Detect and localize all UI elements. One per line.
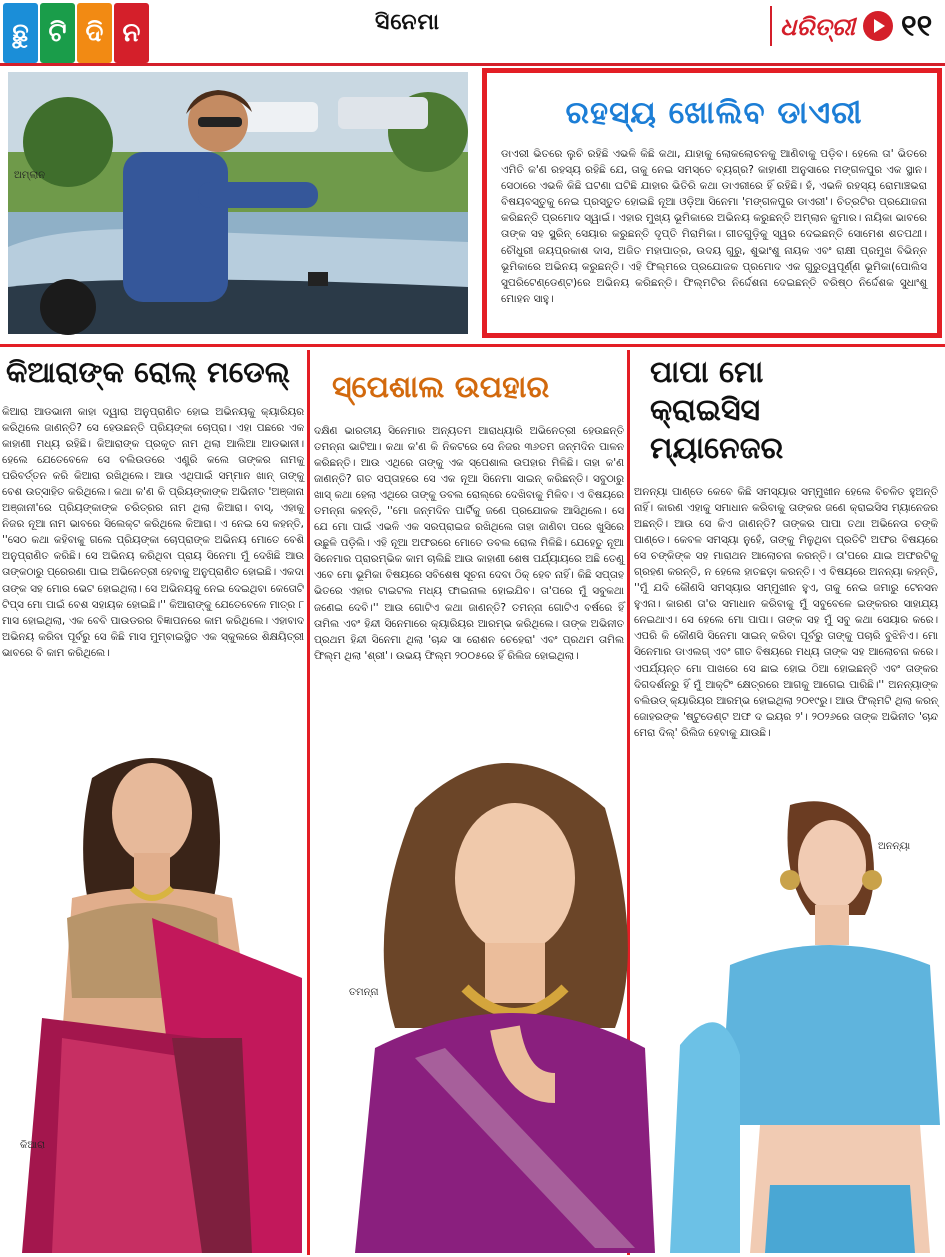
- logo-letter: ଦି: [77, 3, 112, 63]
- top-story-photo: [8, 72, 468, 334]
- headline-line: କ୍ରାଇସିସ: [650, 393, 761, 428]
- headline-line: ପାପା ମୋ: [650, 355, 764, 390]
- photo-caption: ତମନ୍ନା: [349, 987, 379, 998]
- top-story-box: [482, 68, 942, 338]
- ananya-photo: [660, 795, 942, 1253]
- page-number: ୧୧: [900, 8, 933, 44]
- story-tamannaah: [314, 352, 624, 664]
- tamannaah-illustration: [355, 728, 655, 1253]
- tamannaah-photo: [349, 728, 655, 1253]
- horizontal-divider: [0, 344, 945, 347]
- story-headline: କିଆରାଙ୍କ ରୋଲ୍ ମଡେଲ୍: [6, 355, 290, 389]
- brand-divider: [770, 6, 772, 46]
- story-ananya: [634, 352, 938, 741]
- headline-line: ମ୍ୟାନେଜର: [650, 431, 784, 466]
- logo-letter: ନ: [114, 3, 149, 63]
- brand: [770, 6, 932, 46]
- story-body: କିଆରା ଆଡଭାନୀ କାହା ଦ୍ୱାରା ଅନୁପ୍ରାଣିତ ହୋଇ ଅଭିନୟକୁ କ୍ୟାରିୟର କରିଥିଲେ ଜାଣନ୍ତି? ସେ ହେଉଛନ୍ତି ପ୍ରିୟଙ୍କା ଚୋପ୍ରା। ଏହା ପଛରେ ଏକ କାହାଣୀ ମଧ୍ୟ ରହିଛି। କିଆରାଙ୍କ ପ୍ରକୃତ ନାମ ଥିଲା ଆଲିଆ ଆଡଭାନୀ। ହେଲେ ଯେତେବେଳେ ସେ ବଲିଉଡରେ ଏଣ୍ଟ୍ରି କଲେ ତାଙ୍କର ନାମକୁ ପରିବର୍ତ୍ତନ କରି କିଆରା ରଖିଥିଲେ। ଆଉ ଏଥିପାଇଁ ସମ୍ମାନ ଖାନ୍ ତାଙ୍କୁ ବେଶ ଉତ୍ସାହିତ କରିଥିଲେ। କଥା କ'ଣ କି ପ୍ରିୟଙ୍କାଙ୍କ ଅଭିନୀତ 'ଅଞ୍ଜାନା ଅଞ୍ଜାନୀ'ରେ ପ୍ରିୟଙ୍କାଙ୍କ ଚରିତ୍ରର ନାମ ଥିଲା କିଆରା। ବାସ୍, ଏହାକୁ ନିଜର ନୂଆ ନାମ ଭାବରେ ସିଲେକ୍ଟ କରିଥିଲେ କିଆରା। ଏ ନେଇ ସେ କହନ୍ତି, ''ସେଠ କଥା କହିବାକୁ ଗଲେ ପ୍ରିୟଙ୍କା ଚୋପ୍ରାଙ୍କ ଅଭିନୟ ମୋତେ ବେଶି ଅନୁପ୍ରାଣିତ କରିଛି। ସେ ଅଭିନୟ କରିଥିବା ପ୍ରାୟ ସିନେମା ମୁଁ ଦେଖିଛି ଆଉ ତାଙ୍କଠାରୁ ପ୍ରେରଣା ପାଇ ଅଭିନେତ୍ରୀ ହେବାକୁ ଅନୁପ୍ରାଣିତ ହୋଇଛି। ଏକଦା ତାଙ୍କ ସହ ମୋର ଭେଟ ହୋଇଥିଲା। ସେ ଅଭିନୟକୁ ନେଇ ଦେଇଥିବା କେତୋଟି ଟିପ୍ସ ମୋ ପାଇଁ ବେଶ ସହାୟକ ହୋଇଛି।'' କିଆରାଙ୍କୁ ଯେତେବେଳେ ମାତ୍ର ୮ ମାସ ହୋଇଥିଲା, ଏକ ବେବି ପାଉଡରର ବିଜ୍ଞାପନରେ କାମ କରିଥିଲେ। ଏହାବାଦ ଅଭିନୟ କରିବା ପୂର୍ବରୁ ସେ କିଛି ମାସ ମୁମ୍ବାଇସ୍ଥିତ ଏକ ସ୍କୁଲରେ ଶିକ୍ଷୟିତ୍ରୀ ଭାବରେ ବି କାମ କରିଥିଲେ।: [2, 406, 304, 659]
- section-title: ସିନେମା: [375, 10, 440, 35]
- play-icon: [863, 11, 893, 41]
- story-headline: ସ୍ପେଶାଲ ଉପହାର: [332, 370, 550, 405]
- kiara-illustration: [2, 738, 304, 1253]
- story-body: ଦକ୍ଷିଣ ଭାରତୀୟ ସିନେମାର ଅନ୍ୟତମ ଆରାଧ୍ୟାରି ଅଭିନେତ୍ରୀ ହେଉଛନ୍ତି ତମନ୍ନା ଭାଟିଆ। କଥା କ'ଣ କି ନିକଟରେ ସେ ନିଜର ୩୬ତମ ଜନ୍ମଦିନ ପାଳନ କରିଛନ୍ତି। ଆଉ ଏଥିରେ ତାଙ୍କୁ ଏକ ସ୍ପେଶାଲ ଉପହାର ମିଳିଛି। ତାହା କ'ଣ ଜାଣନ୍ତି? ଗତ ସପ୍ତାହରେ ସେ ଏକ ନୂଆ ସିନେମା ସାଇନ୍ କରିଛନ୍ତି। ସବୁଠାରୁ ଖାସ୍ କଥା ହେଲା ଏଥିରେ ତାଙ୍କୁ ଡବଲ ରୋଲ୍‌ରେ ଦେଖିବାକୁ ମିଳିବ। ଏ ବିଷୟରେ ତମନ୍ନା କହନ୍ତି, ''ମୋ ଜନ୍ମଦିନ ପାର୍ଟିକୁ ଜଣେ ପ୍ରଯୋଜକ ଆସିଥିଲେ। ସେ ଯେ ମୋ ପାଇଁ ଏଭଳି ଏକ ସରପ୍ରାଇଜ ରଖିଥିଲେ ତାହା ଜାଣିବା ପରେ ଖୁସିରେ ଉଛୁଳି ପଡ଼ିଲି। ଏହି ନୂଆ ଅଫରରେ ମୋତେ ଡବଲ ରୋଲ ମିଳିଛି। ଯେହେତୁ ନୂଆ ସିନେମାର ପ୍ରାରମ୍ଭିକ କାମ ଚାଲିଛି ଆଉ କାହାଣୀ ଶେଷ ପର୍ଯ୍ୟାୟରେ ଅଛି ତେଣୁ ଏବେ ମୋ ଭୂମିକା ବିଷୟରେ ସବିଶେଷ ସୂଚନା ଦେବା ଠିକ୍ ହେବ ନାହିଁ। କିଛି ସପ୍ତାହ ଭିତରେ ଏହାର ଟାଇଟଲ ମଧ୍ୟ ଫାଇନାଲ ହୋଇଯିବ। ତା'ପରେ ମୁଁ ସବୁକଥା ଜଣେଇ ଦେବି।'' ଆଉ ଗୋଟିଏ କଥା ଜାଣନ୍ତି? ତମନ୍ନା ଗୋଟିଏ ବର୍ଷରେ ହିଁ ତାମିଲ ଏବଂ ହିନ୍ଦୀ ସିନେମାରେ କ୍ୟାରିୟର ଆରମ୍ଭ କରିଥିଲେ। ତାଙ୍କ ଅଭିନୀତ ପ୍ରଥମ ହିନ୍ଦୀ ସିନେମା ଥିଲା 'ଚାନ୍ଦ ସା ରୋଶନ ଚେହେରା' ଏବଂ ପ୍ରଥମ ତାମିଲ ଫିଲ୍ମ ଥିଲା 'ଶ୍ରୀ'। ଉଭୟ ଫିଲ୍ମ ୨୦୦୫ରେ ହିଁ ରିଲିଜ ହୋଇଥିଲା।: [314, 425, 624, 662]
- top-story-headline: ରହସ୍ୟ ଖୋଲିବ ଡାଏରୀ: [565, 95, 863, 131]
- ananya-illustration: [660, 795, 942, 1253]
- photo-caption: ଅମ୍ଲାନ: [14, 170, 46, 181]
- top-story-body: ଡାଏରୀ ଭିତରେ ଲୁଚି ରହିଛି ଏଭଳି କିଛି କଥା, ଯାହାକୁ ଲୋକଲୋଚନକୁ ଆଣିବାକୁ ପଡ଼ିବ। ହେଲେ ତା' ଭିତରେ ଏମିତି କ'ଣ ରହସ୍ୟ ରହିଛି ଯେ, ତାକୁ ନେଇ ସମସ୍ତେ ବ୍ୟଗ୍ର? କାହାଣୀ ଅନୁସାରେ ମଙ୍ଗଳପୁର ଏକ ସ୍ଥାନ। ସେଠାରେ ଏଭଳି କିଛି ଘଟଣା ଘଟିଛି ଯାହାର ଭିତିରି କଥା ଡାଏରୀରେ ହିଁ ରହିଛି। ହଁ, ଏଭଳି ରହସ୍ୟ ରୋମାଞ୍ଚଭରା ବିଷୟବସ୍ତୁକୁ ନେଇ ପ୍ରସ୍ତୁତ ହୋଇଛି ନୂଆ ଓଡ଼ିଆ ସିନେମା 'ମଙ୍ଗଳପୁର ଡାଏରୀ'। ଚିତ୍ରଟିର ପ୍ରଯୋଜନା କରିଛନ୍ତି ପ୍ରମୋଦ ସ୍ୱାଇଁ। ଏହାର ମୁଖ୍ୟ ଭୂମିକାରେ ଅଭିନୟ କରୁଛନ୍ତି ଅମ୍ଲାନ କୁମାର। ନାୟିକା ଭାବରେ ତାଙ୍କ ସହ ସ୍କ୍ରିନ୍ ସେୟାର କରୁଛନ୍ତି ଦୃପ୍ତି ମିରାମିକା। ଗୀତଗୁଡ଼ିକୁ ସ୍ୱର ଦେଇଛନ୍ତି ସୋମେଶ ଶତପଥୀ। ଚୌଧୁରୀ ଜୟପ୍ରକାଶ ଦାସ, ଅଜିତ ମହାପାତ୍ର, ଉଦୟ ଗୁରୁ, ଶୁଭାଂଶୁ ନାୟକ ଏବଂ ରାକ୍ଷୀ ପ୍ରମୁଖ ବିଭିନ୍ନ ଭୂମିକାରେ ଅଭିନୟ କରୁଛନ୍ତି। ଏହି ଫିଲ୍ମରେ ପ୍ରଯୋଜକ ପ୍ରମୋଦ ଏକ ଗୁରୁତ୍ୱପୂର୍ଣ୍ଣ ଭୂମିକା(ପୋଲିସ ସୁପରିଟେଣ୍ଡେଣ୍ଟ)ରେ ଅଭିନୟ କରିଛନ୍ତି। ଫିଲ୍ମଟିର ନିର୍ଦ୍ଦେଶନା ଦେଇଛନ୍ତି ବରିଷ୍ଠ ନିର୍ଦ୍ଦେଶକ ସୁଧାଂଶୁ ମୋହନ ସାହୁ।: [501, 148, 927, 305]
- photo-caption: ଅନନ୍ୟା: [878, 841, 911, 852]
- section-logo: [3, 3, 149, 63]
- story-body: ଅନନ୍ୟା ପାଣ୍ଡେ କେବେ କିଛି ସମସ୍ୟାର ସମ୍ମୁଖୀନ ହେଲେ ବିଚଳିତ ହୁଅନ୍ତି ନାହିଁ। କାରଣ ଏହାକୁ ସମାଧାନ କରିବାକୁ ତାଙ୍କର ଜଣେ କ୍ରାଇସିସ ମ୍ୟାନେଜର ଅଛନ୍ତି। ଆଉ ସେ କିଏ ଜାଣନ୍ତି? ତାଙ୍କର ପାପା ତଥା ଅଭିନେତା ଚଙ୍କି ପାଣ୍ଡେ। କେବଳ ସମସ୍ୟା ନୁହେଁ, ତାଙ୍କୁ ମିଳୁଥିବା ପ୍ରତିଟି ଅଫର ବିଷୟରେ ସେ ଚଙ୍କିଙ୍କ ସହ ମାରାଥନ ଆଲୋଚନା କରନ୍ତି। ତା'ପରେ ଯାଇ ଅଫରଟିକୁ ଗ୍ରହଣ କରନ୍ତି, ନ ହେଲେ ହାତଛଡ଼ା କରନ୍ତି। ଏ ବିଷୟରେ ଅନନ୍ୟା କହନ୍ତି, ''ମୁଁ ଯଦି କୌଣସି ସମସ୍ୟାର ସମ୍ମୁଖୀନ ହୁଏ, ତାକୁ ନେଇ ଜମାରୁ ଟେନସନ ହୁଏନା। କାରଣ ତା'ର ସମାଧାନ କରିବାକୁ ମୁଁ ସବୁବେଳେ ଇଙ୍କରର ସାହାଯ୍ୟ ନେଇଥାଏ। ସେ ହେଲେ ମୋ ପାପା। ତାଙ୍କ ସହ ମୁଁ ସବୁ କଥା ସେୟାର କରେ। ଏପରି କି କୌଣସି ସିନେମା ସାଇନ୍ କରିବା ପୂର୍ବରୁ ତାଙ୍କୁ ପଚାରି ବୁଝିନିଏ। ମୋ ସିନେମାର ଡାଏଲଗ୍ ଏବଂ ଗୀତ ବିଷୟରେ ମଧ୍ୟ ତାଙ୍କ ସହ ଆଲୋଚନା କରେ। ଏପର୍ଯ୍ୟନ୍ତ ମୋ ପାଖରେ ସେ ଛାଇ ହୋଇ ଠିଆ ହୋଇଛନ୍ତି ଏବଂ ତାଙ୍କର ଦିଗଦର୍ଶନରୁ ହିଁ ମୁଁ ଆକ୍ଟିଂ କ୍ଷେତ୍ରରେ ଆଗକୁ ଆଗେଇ ପାରିଛି।'' ଅନନ୍ୟାଙ୍କ ବଲିଉଡ୍ କ୍ୟାରିୟର ଆରମ୍ଭ ହୋଇଥିଲା ୨୦୧୯ରୁ। ଆଉ ଫିଲ୍ମଟି ଥିଲା କରନ୍ ଜୋହରଙ୍କ 'ଷ୍ଟୁଡେଣ୍ଟ ଅଫ ଦ ଇୟର ୨'। ୨୦୨୬ରେ ତାଙ୍କ ଅଭିନୀତ 'ଚାନ୍ଦ ମେରା ଦିଲ୍' ରିଲିଜ ହେବାକୁ ଯାଉଛି।: [634, 486, 938, 739]
- logo-letter: ଛୁ: [3, 3, 38, 63]
- kiara-photo: [2, 738, 304, 1253]
- photo-caption: କିଆରା: [20, 1140, 46, 1151]
- brand-name: ଧରିତ୍ରୀ: [780, 11, 855, 41]
- story-kiara: [2, 352, 304, 661]
- masthead: [0, 0, 945, 66]
- story-headline: [650, 354, 938, 468]
- column-divider: [307, 350, 310, 1255]
- actor-photo-illustration: [8, 72, 468, 334]
- logo-letter: ଟି: [40, 3, 75, 63]
